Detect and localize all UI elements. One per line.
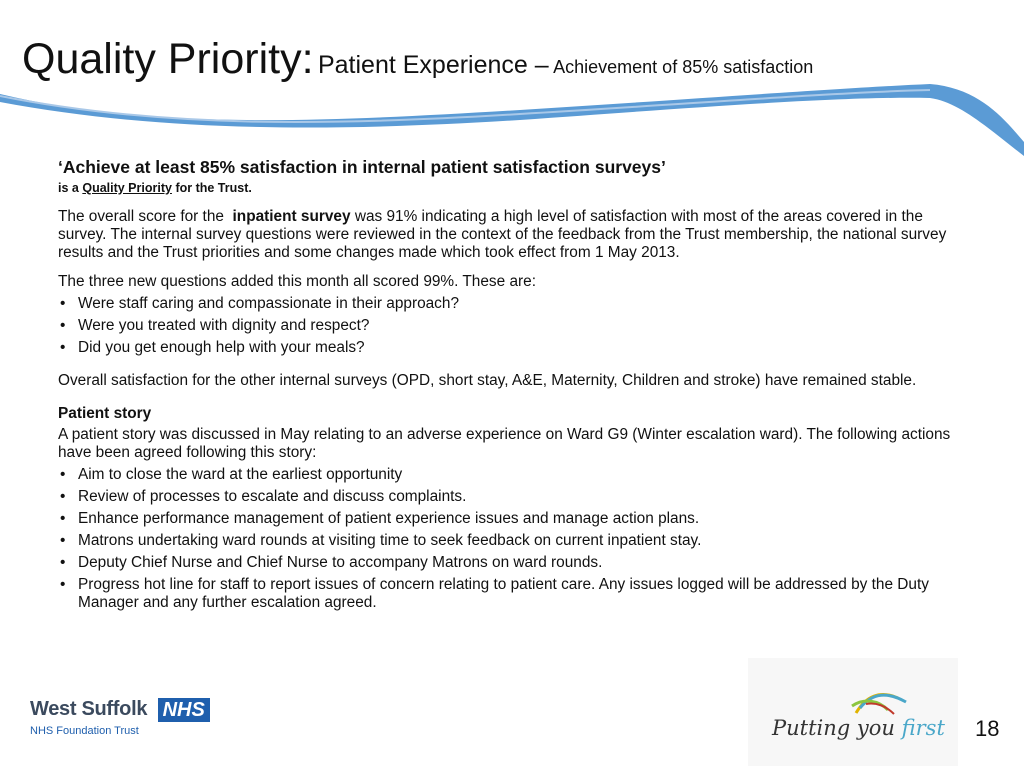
slide-body	[58, 157, 963, 612]
quality-subheading	[58, 179, 963, 197]
new-questions-paragraph: The three new questions added this month all scored 99%. These are:	[58, 273, 536, 290]
org-name: West Suffolk	[30, 698, 148, 720]
page-title	[22, 35, 814, 83]
patient-story-heading: Patient story	[58, 405, 152, 422]
quality-heading: ‘Achieve at least 85% satisfaction in internal patient satisfaction surveys’	[58, 157, 666, 177]
list-item: • Did you get enough help with your meals?	[58, 339, 963, 357]
list-item: • Matrons undertaking ward rounds at visiting time to seek feedback on current inpatient stay.	[58, 532, 963, 550]
nhs-logo: NHS	[158, 698, 210, 722]
slogan	[772, 716, 945, 740]
putting-you-first-logo	[748, 658, 958, 766]
para1-rest: was 91% indicating a high level of satisfaction with most of the areas covered in the survey. The internal survey questions were reviewed in the context of the feedback from the Trust membership, the national survey results and the Trust priorities and some changes made which took effect from 1 May 2013.	[58, 208, 947, 261]
other-surveys-paragraph: Overall satisfaction for the other internal surveys (OPD, short stay, A&E, Maternity, Children and stroke) have remained stable.	[58, 372, 917, 389]
para1-lead: The overall score for the	[58, 208, 224, 225]
title-mid: Patient Experience –	[317, 51, 549, 79]
list-item: • Aim to close the ward at the earliest opportunity	[58, 466, 963, 484]
list-item: • Enhance performance management of patient experience issues and manage action plans.	[58, 510, 963, 528]
ribbon-icon	[748, 658, 958, 718]
para1-bold: inpatient survey	[232, 208, 351, 225]
sub-prefix: is a	[58, 181, 79, 195]
list-item: • Were you treated with dignity and respect?	[58, 317, 963, 335]
title-small: Achievement of 85% satisfaction	[553, 57, 814, 77]
west-suffolk-logo	[30, 698, 210, 737]
page-number: 18	[975, 716, 1000, 741]
quality-priority-link: Quality Priority	[82, 181, 172, 195]
inpatient-paragraph	[58, 208, 963, 262]
org-subtitle: NHS Foundation Trust	[30, 725, 139, 737]
slogan-main: Putting you	[772, 716, 895, 740]
sub-suffix: for the Trust.	[175, 181, 252, 195]
new-questions-list	[58, 295, 963, 357]
list-item: • Deputy Chief Nurse and Chief Nurse to accompany Matrons on ward rounds.	[58, 554, 963, 572]
title-main: Quality Priority:	[22, 35, 314, 83]
list-item: • Were staff caring and compassionate in their approach?	[58, 295, 963, 313]
header-swoosh	[0, 80, 1024, 160]
list-item: • Review of processes to escalate and discuss complaints.	[58, 488, 963, 506]
slogan-first: first	[901, 716, 945, 740]
actions-list	[58, 466, 963, 612]
patient-story-paragraph: A patient story was discussed in May relating to an adverse experience on Ward G9 (Winter escalation ward). The following actions have been agreed following this story:	[58, 426, 951, 461]
list-item: • Progress hot line for staff to report issues of concern relating to patient care. Any issues logged will be addressed by the Duty Manager and any further escalation agreed.	[58, 576, 963, 612]
